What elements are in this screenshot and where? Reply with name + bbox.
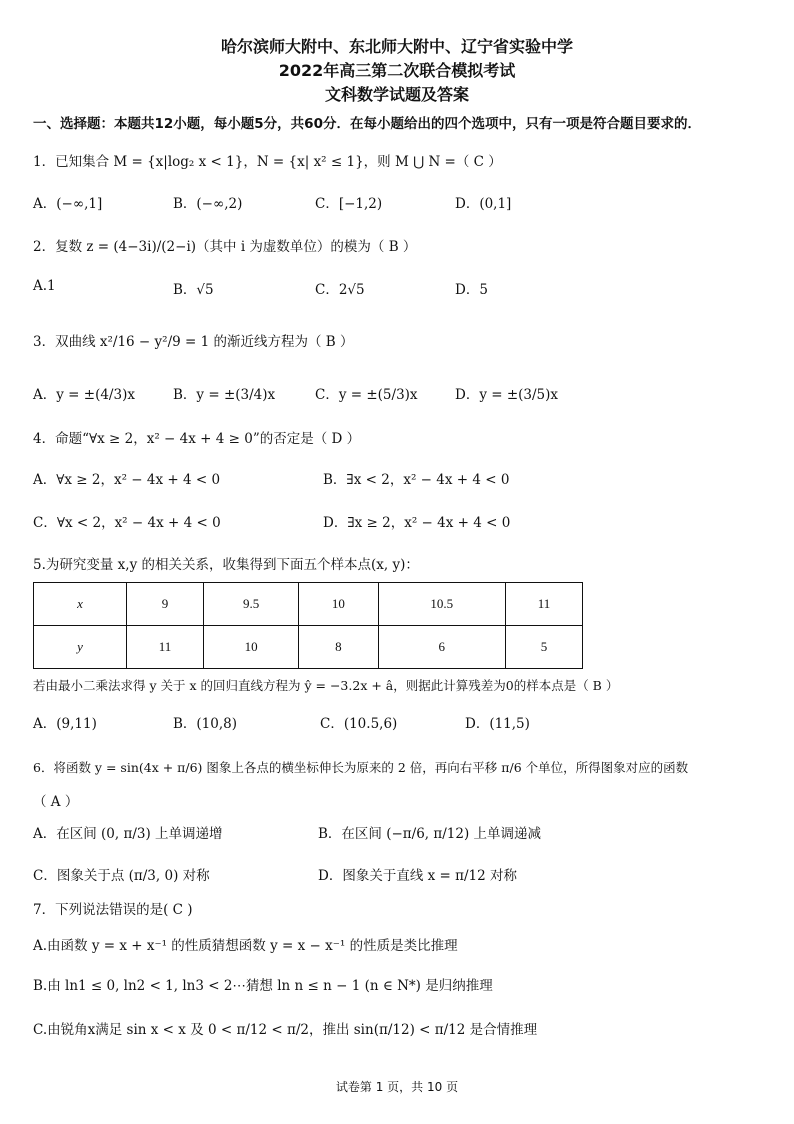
table-cell: 8 [299, 626, 378, 669]
question-6-answer: （ A ） [33, 794, 79, 810]
q5-option-a: A．(9,11) [33, 716, 97, 732]
table-cell: 10.5 [378, 583, 506, 626]
question-3-stem: 3．双曲线 x²/16 − y²/9 = 1 的渐近线方程为（ B ） [33, 334, 354, 350]
table-cell: 11 [506, 583, 583, 626]
table-header-x: x [34, 583, 127, 626]
q4-option-a: A．∀x ≥ 2，x² − 4x + 4 < 0 [33, 472, 221, 488]
question-5-stem: 5.为研究变量 x,y 的相关关系，收集得到下面五个样本点(x, y)： [33, 557, 419, 573]
q6-option-b: B．在区间 (−π/6, π/12) 上单调递减 [318, 826, 542, 842]
q6-option-a: A．在区间 (0, π/3) 上单调递增 [33, 826, 223, 842]
q7-option-b: B.由 ln1 ≤ 0, ln2 < 1, ln3 < 2⋯猜想 ln n ≤ n − 1 (n ∈ N*) 是归纳推理 [33, 978, 493, 994]
q4-option-c: C．∀x < 2，x² − 4x + 4 < 0 [33, 515, 221, 531]
question-6-stem: 6．将函数 y = sin(4x + π/6) 图象上各点的横坐标伸长为原来的 2 倍，再向右平移 π/6 个单位，所得图象对应的函数 [33, 760, 689, 775]
exam-title: 2022年高三第二次联合模拟考试 [278, 61, 516, 80]
q4-option-b: B．∃x < 2，x² − 4x + 4 < 0 [323, 472, 510, 488]
table-row-y [34, 626, 583, 669]
q6-option-d: D．图象关于直线 x = π/12 对称 [318, 868, 518, 884]
q3-option-a: A．y = ±(4/3)x [33, 387, 135, 403]
school-title: 哈尔滨师大附中、东北师大附中、辽宁省实验中学 [220, 37, 573, 56]
q7-option-c: C.由锐角x满足 sin x < x 及 0 < π/12 < π/2，推出 sin(π/12) < π/12 是合情推理 [33, 1022, 538, 1038]
q2-option-d: D．5 [455, 282, 488, 298]
table-cell: 11 [127, 626, 204, 669]
q1-option-d: D．(0,1] [455, 196, 512, 212]
q5-option-d: D．(11,5) [465, 716, 530, 732]
page-footer: 试卷第 1 页，共 10 页 [335, 1080, 459, 1094]
table-cell: 5 [506, 626, 583, 669]
q2-option-c: C．2√5 [315, 282, 365, 298]
question-4-stem: 4．命题“∀x ≥ 2，x² − 4x + 4 ≥ 0”的否定是（ D ） [33, 431, 361, 447]
q2-option-b: B．√5 [173, 282, 214, 298]
q4-option-d: D．∃x ≥ 2，x² − 4x + 4 < 0 [323, 515, 511, 531]
q5-option-b: B．(10,8) [173, 716, 238, 732]
table-cell: 10 [299, 583, 378, 626]
q7-option-a: A.由函数 y = x + x⁻¹ 的性质猜想函数 y = x − x⁻¹ 的性质是类比推理 [33, 938, 458, 954]
q1-option-c: C．[−1,2) [315, 196, 383, 212]
table-header-y: y [34, 626, 127, 669]
q3-option-d: D．y = ±(3/5)x [455, 387, 559, 403]
q3-option-b: B．y = ±(3/4)x [173, 387, 276, 403]
section-heading: 一、选择题：本题共12小题，每小题5分，共60分．在每小题给出的四个选项中，只有一项是符合题目要求的． [33, 116, 701, 132]
table-cell: 9 [127, 583, 204, 626]
question-1-stem: 1．已知集合 M = {x|log₂ x < 1}，N = {x| x² ≤ 1}，则 M ⋃ N =（ C ） [33, 154, 502, 170]
table-cell: 10 [203, 626, 298, 669]
table-cell: 6 [378, 626, 506, 669]
q6-option-c: C．图象关于点 (π/3, 0) 对称 [33, 868, 210, 884]
sample-points-table [33, 582, 583, 669]
table-row-x [34, 583, 583, 626]
subject-title: 文科数学试题及答案 [324, 85, 469, 104]
table-cell: 9.5 [203, 583, 298, 626]
question-2-stem: 2．复数 z = (4−3i)/(2−i)（其中 i 为虚数单位）的模为（ B ） [33, 239, 417, 255]
q1-option-a: A．(−∞,1] [33, 196, 103, 212]
q3-option-c: C．y = ±(5/3)x [315, 387, 418, 403]
q1-option-b: B．(−∞,2) [173, 196, 243, 212]
question-7-stem: 7．下列说法错误的是( C ) [33, 902, 193, 918]
q2-option-a: A.1 [33, 278, 56, 294]
question-5-continuation: 若由最小二乘法求得 y 关于 x 的回归直线方程为 ŷ = −3.2x + â，则据此计算残差为0的样本点是（ B ） [33, 678, 619, 693]
q5-option-c: C．(10.5,6) [320, 716, 398, 732]
